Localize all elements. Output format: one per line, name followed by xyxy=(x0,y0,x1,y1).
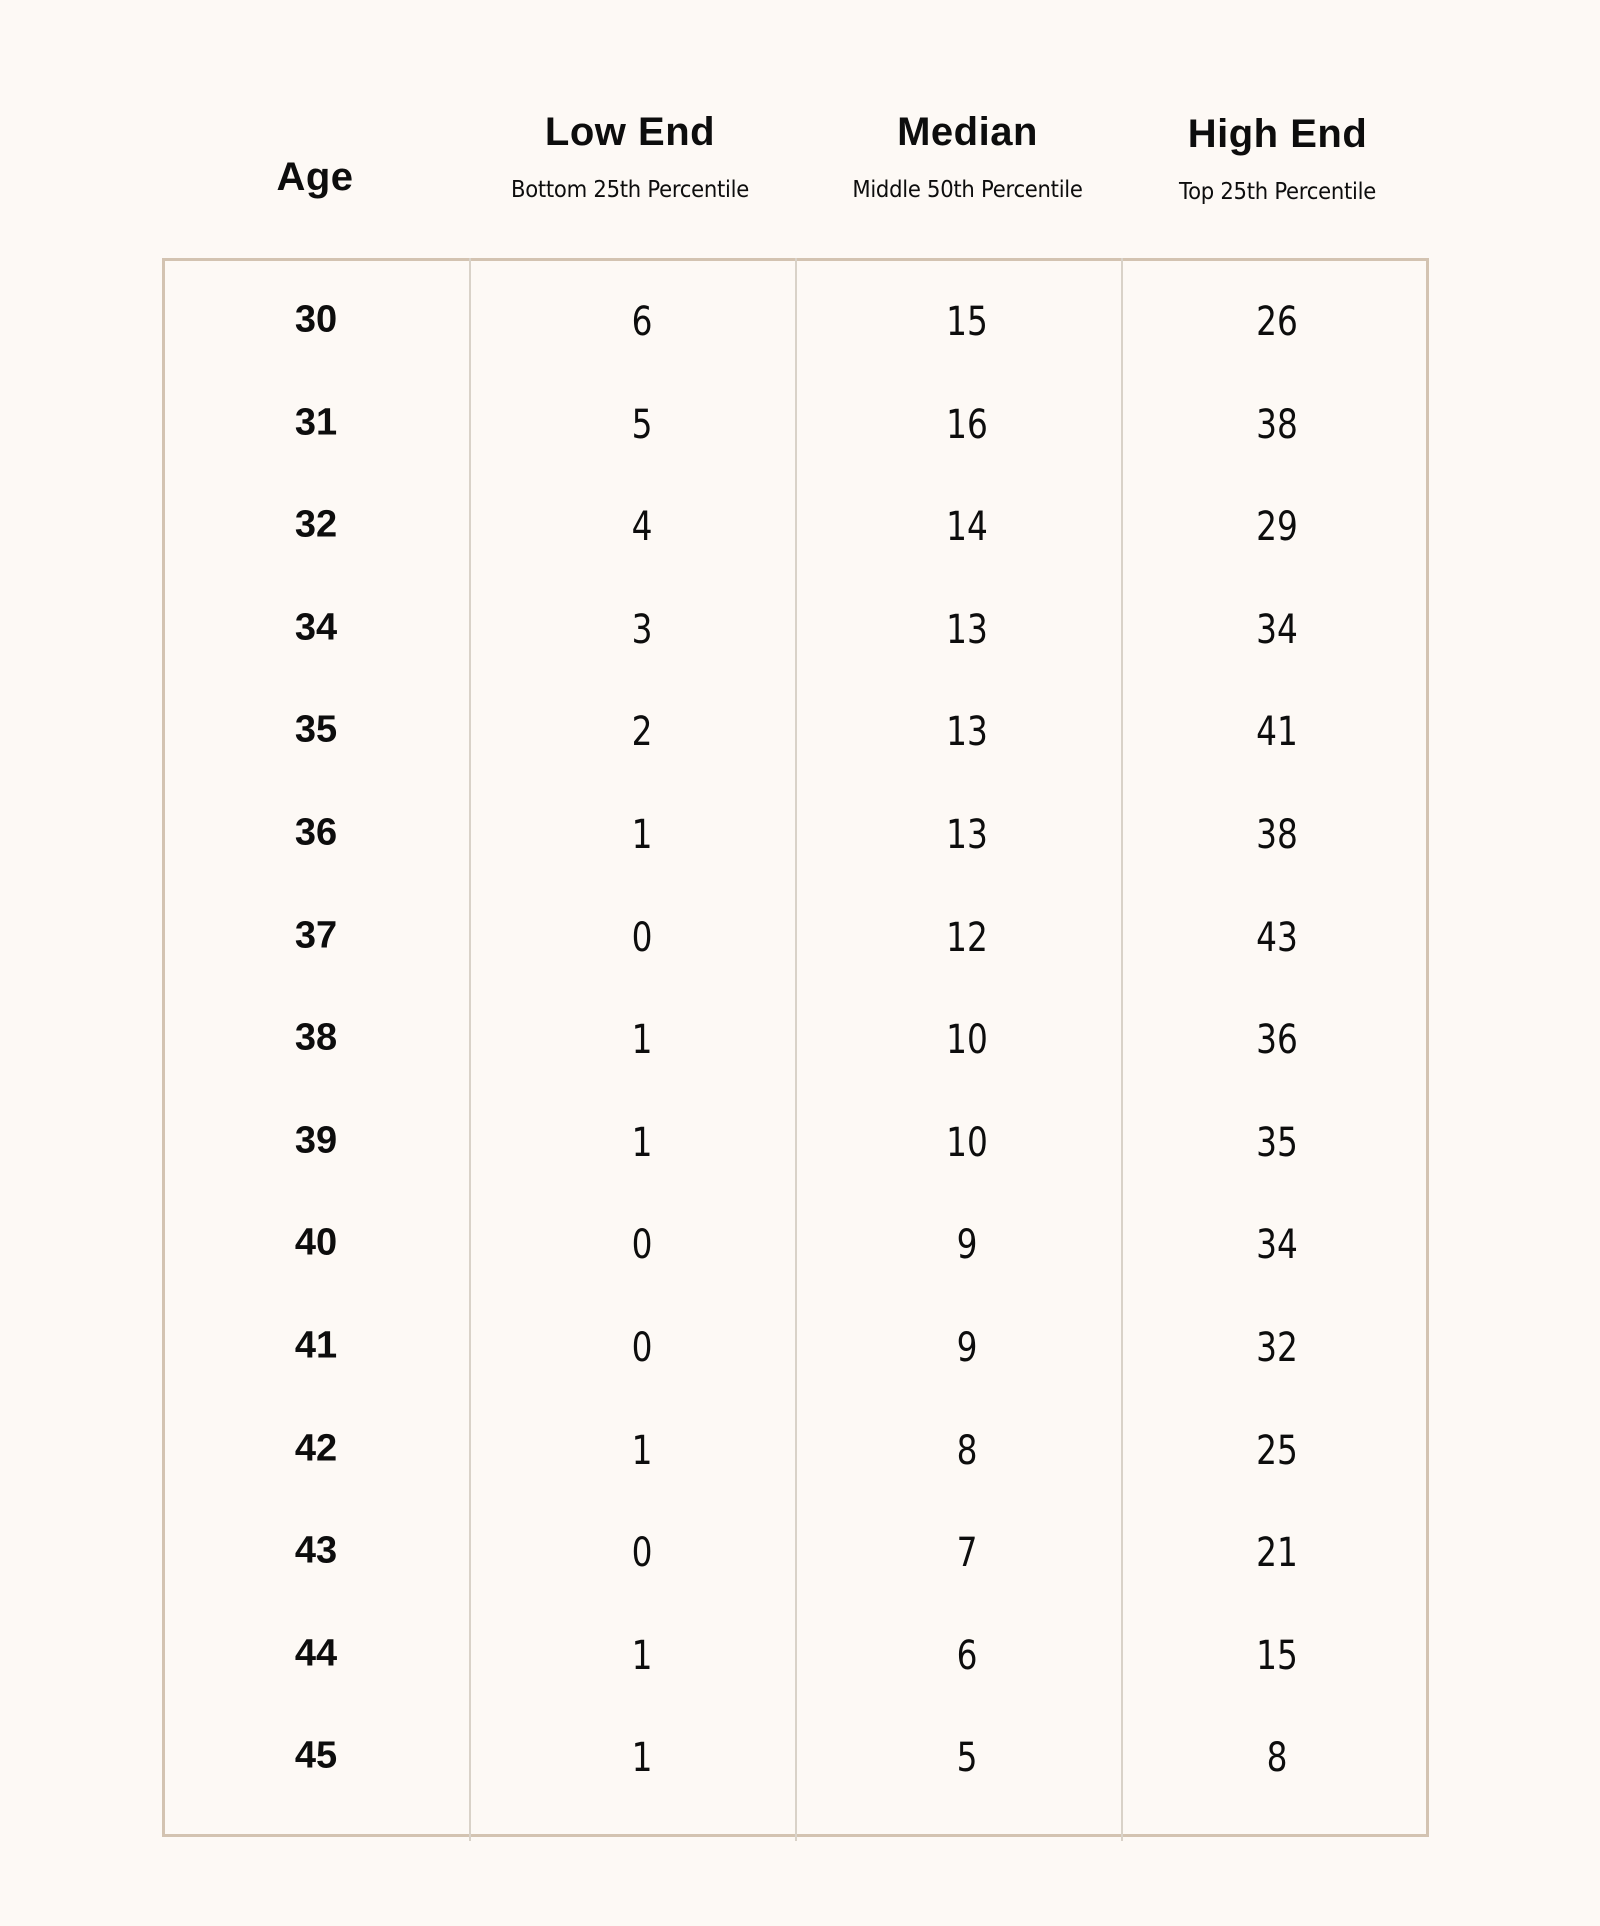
cell-low: 6 xyxy=(631,299,653,345)
cell-low: 1 xyxy=(631,1017,653,1064)
header-high-end-subtitle: Top 25th Percentile xyxy=(1179,179,1376,205)
header-low-end xyxy=(470,110,790,203)
header-low-end-subtitle: Bottom 25th Percentile xyxy=(510,177,750,203)
cell-median: 12 xyxy=(946,914,988,961)
cell-age: 44 xyxy=(294,1632,338,1675)
cell-high: 29 xyxy=(1256,504,1298,551)
cell-median: 13 xyxy=(946,606,988,653)
cell-low: 1 xyxy=(631,1632,653,1679)
cell-age: 30 xyxy=(294,298,338,341)
cell-high: 32 xyxy=(1256,1325,1298,1371)
cell-high: 8 xyxy=(1266,1735,1288,1782)
cell-high: 36 xyxy=(1256,1017,1298,1064)
cell-age: 36 xyxy=(294,811,338,854)
cell-low: 4 xyxy=(631,504,653,551)
cell-high: 15 xyxy=(1256,1632,1298,1679)
cell-median: 16 xyxy=(946,401,988,448)
cell-high: 38 xyxy=(1256,812,1298,858)
cell-high: 38 xyxy=(1256,401,1298,448)
cell-median: 10 xyxy=(946,1017,988,1064)
header-age-title: Age xyxy=(276,155,354,199)
cell-high: 34 xyxy=(1256,1222,1298,1269)
cell-age: 31 xyxy=(294,401,338,444)
cell-median: 9 xyxy=(956,1222,978,1269)
cell-low: 5 xyxy=(631,401,653,448)
header-median xyxy=(800,110,1135,203)
cell-median: 14 xyxy=(946,504,988,551)
cell-median: 15 xyxy=(946,299,988,345)
cell-median: 7 xyxy=(956,1530,978,1577)
cell-age: 41 xyxy=(294,1324,338,1367)
cell-age: 42 xyxy=(294,1427,338,1470)
header-age xyxy=(215,155,415,200)
cell-high: 41 xyxy=(1256,709,1298,756)
header-high-end xyxy=(1125,112,1430,205)
cell-high: 34 xyxy=(1256,606,1298,653)
cell-age: 38 xyxy=(294,1016,338,1059)
cell-age: 40 xyxy=(294,1221,338,1264)
cell-high: 26 xyxy=(1256,299,1298,345)
cell-low: 1 xyxy=(631,1119,653,1166)
cell-age: 45 xyxy=(294,1734,338,1777)
cell-age: 34 xyxy=(294,606,338,649)
cell-median: 13 xyxy=(946,812,988,858)
cell-low: 1 xyxy=(631,812,653,858)
cell-low: 1 xyxy=(631,1735,653,1782)
cell-low: 3 xyxy=(631,606,653,653)
cell-age: 35 xyxy=(294,708,338,751)
cell-low: 0 xyxy=(631,1222,653,1269)
header-median-subtitle: Middle 50th Percentile xyxy=(852,177,1083,203)
cell-low: 1 xyxy=(631,1427,653,1474)
column-divider xyxy=(795,258,797,1841)
cell-age: 32 xyxy=(294,503,338,546)
cell-median: 8 xyxy=(956,1427,978,1474)
column-divider xyxy=(469,258,471,1841)
cell-median: 10 xyxy=(946,1119,988,1166)
cell-low: 0 xyxy=(631,1530,653,1577)
header-high-end-title: High End xyxy=(1187,112,1368,156)
cell-low: 0 xyxy=(631,1325,653,1371)
cell-median: 5 xyxy=(956,1735,978,1782)
cell-high: 21 xyxy=(1256,1530,1298,1577)
cell-median: 6 xyxy=(956,1632,978,1679)
cell-high: 25 xyxy=(1256,1427,1298,1474)
cell-age: 39 xyxy=(294,1119,338,1162)
cell-low: 2 xyxy=(631,709,653,756)
cell-low: 0 xyxy=(631,914,653,961)
header-low-end-title: Low End xyxy=(544,110,716,154)
cell-median: 13 xyxy=(946,709,988,756)
cell-high: 43 xyxy=(1256,914,1298,961)
column-divider xyxy=(1121,258,1123,1841)
cell-median: 9 xyxy=(956,1325,978,1371)
cell-high: 35 xyxy=(1256,1119,1298,1166)
header-median-title: Median xyxy=(897,110,1038,154)
cell-age: 37 xyxy=(294,914,338,957)
cell-age: 43 xyxy=(294,1529,338,1572)
